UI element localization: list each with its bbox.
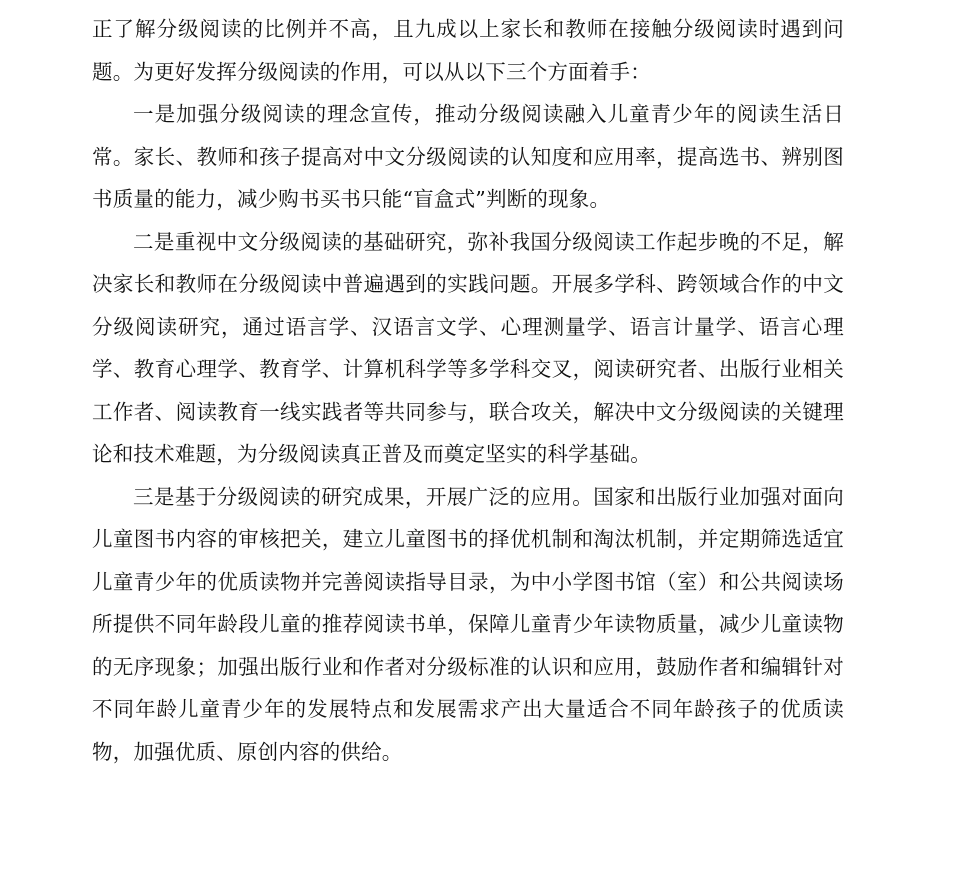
paragraph-point-two: 二是重视中文分级阅读的基础研究，弥补我国分级阅读工作起步晚的不足，解决家长和教师在分级阅读中普遍遇到的实践问题。开展多学科、跨领域合作的中文分级阅读研究，通过语言学、汉语言文学、心理测量学、语言计量学、语言心理学、教育心理学、教育学、计算机科学等多学科交叉，阅读研究者、出版行业相关工作者、阅读教育一线实践者等共同参与，联合攻关，解决中文分级阅读的关键理论和技术难题，为分级阅读真正普及而奠定坚实的科学基础。: [92, 229, 844, 466]
paragraph-point-three: 三是基于分级阅读的研究成果，开展广泛的应用。国家和出版行业加强对面向儿童图书内容的审核把关，建立儿童图书的择优机制和淘汰机制，并定期筛选适宜儿童青少年的优质读物并完善阅读指导目录，为中小学图书馆（室）和公共阅读场所提供不同年龄段儿童的推荐阅读书单，保障儿童青少年读物质量，减少儿童读物的无序现象；加强出版行业和作者对分级标准的认识和应用，鼓励作者和编辑针对不同年龄儿童青少年的发展特点和发展需求产出大量适合不同年龄孩子的优质读物，加强优质、原创内容的供给。: [92, 484, 844, 764]
paragraph-intro-continuation: 正了解分级阅读的比例并不高，且九成以上家长和教师在接触分级阅读时遇到问题。为更好发挥分级阅读的作用，可以从以下三个方面着手：: [92, 17, 844, 84]
paragraph-point-one: 一是加强分级阅读的理念宣传，推动分级阅读融入儿童青少年的阅读生活日常。家长、教师和孩子提高对中文分级阅读的认知度和应用率，提高选书、辨别图书质量的能力，减少购书买书只能“盲盒式”判断的现象。: [92, 102, 844, 211]
document-page: [92, 8, 844, 773]
